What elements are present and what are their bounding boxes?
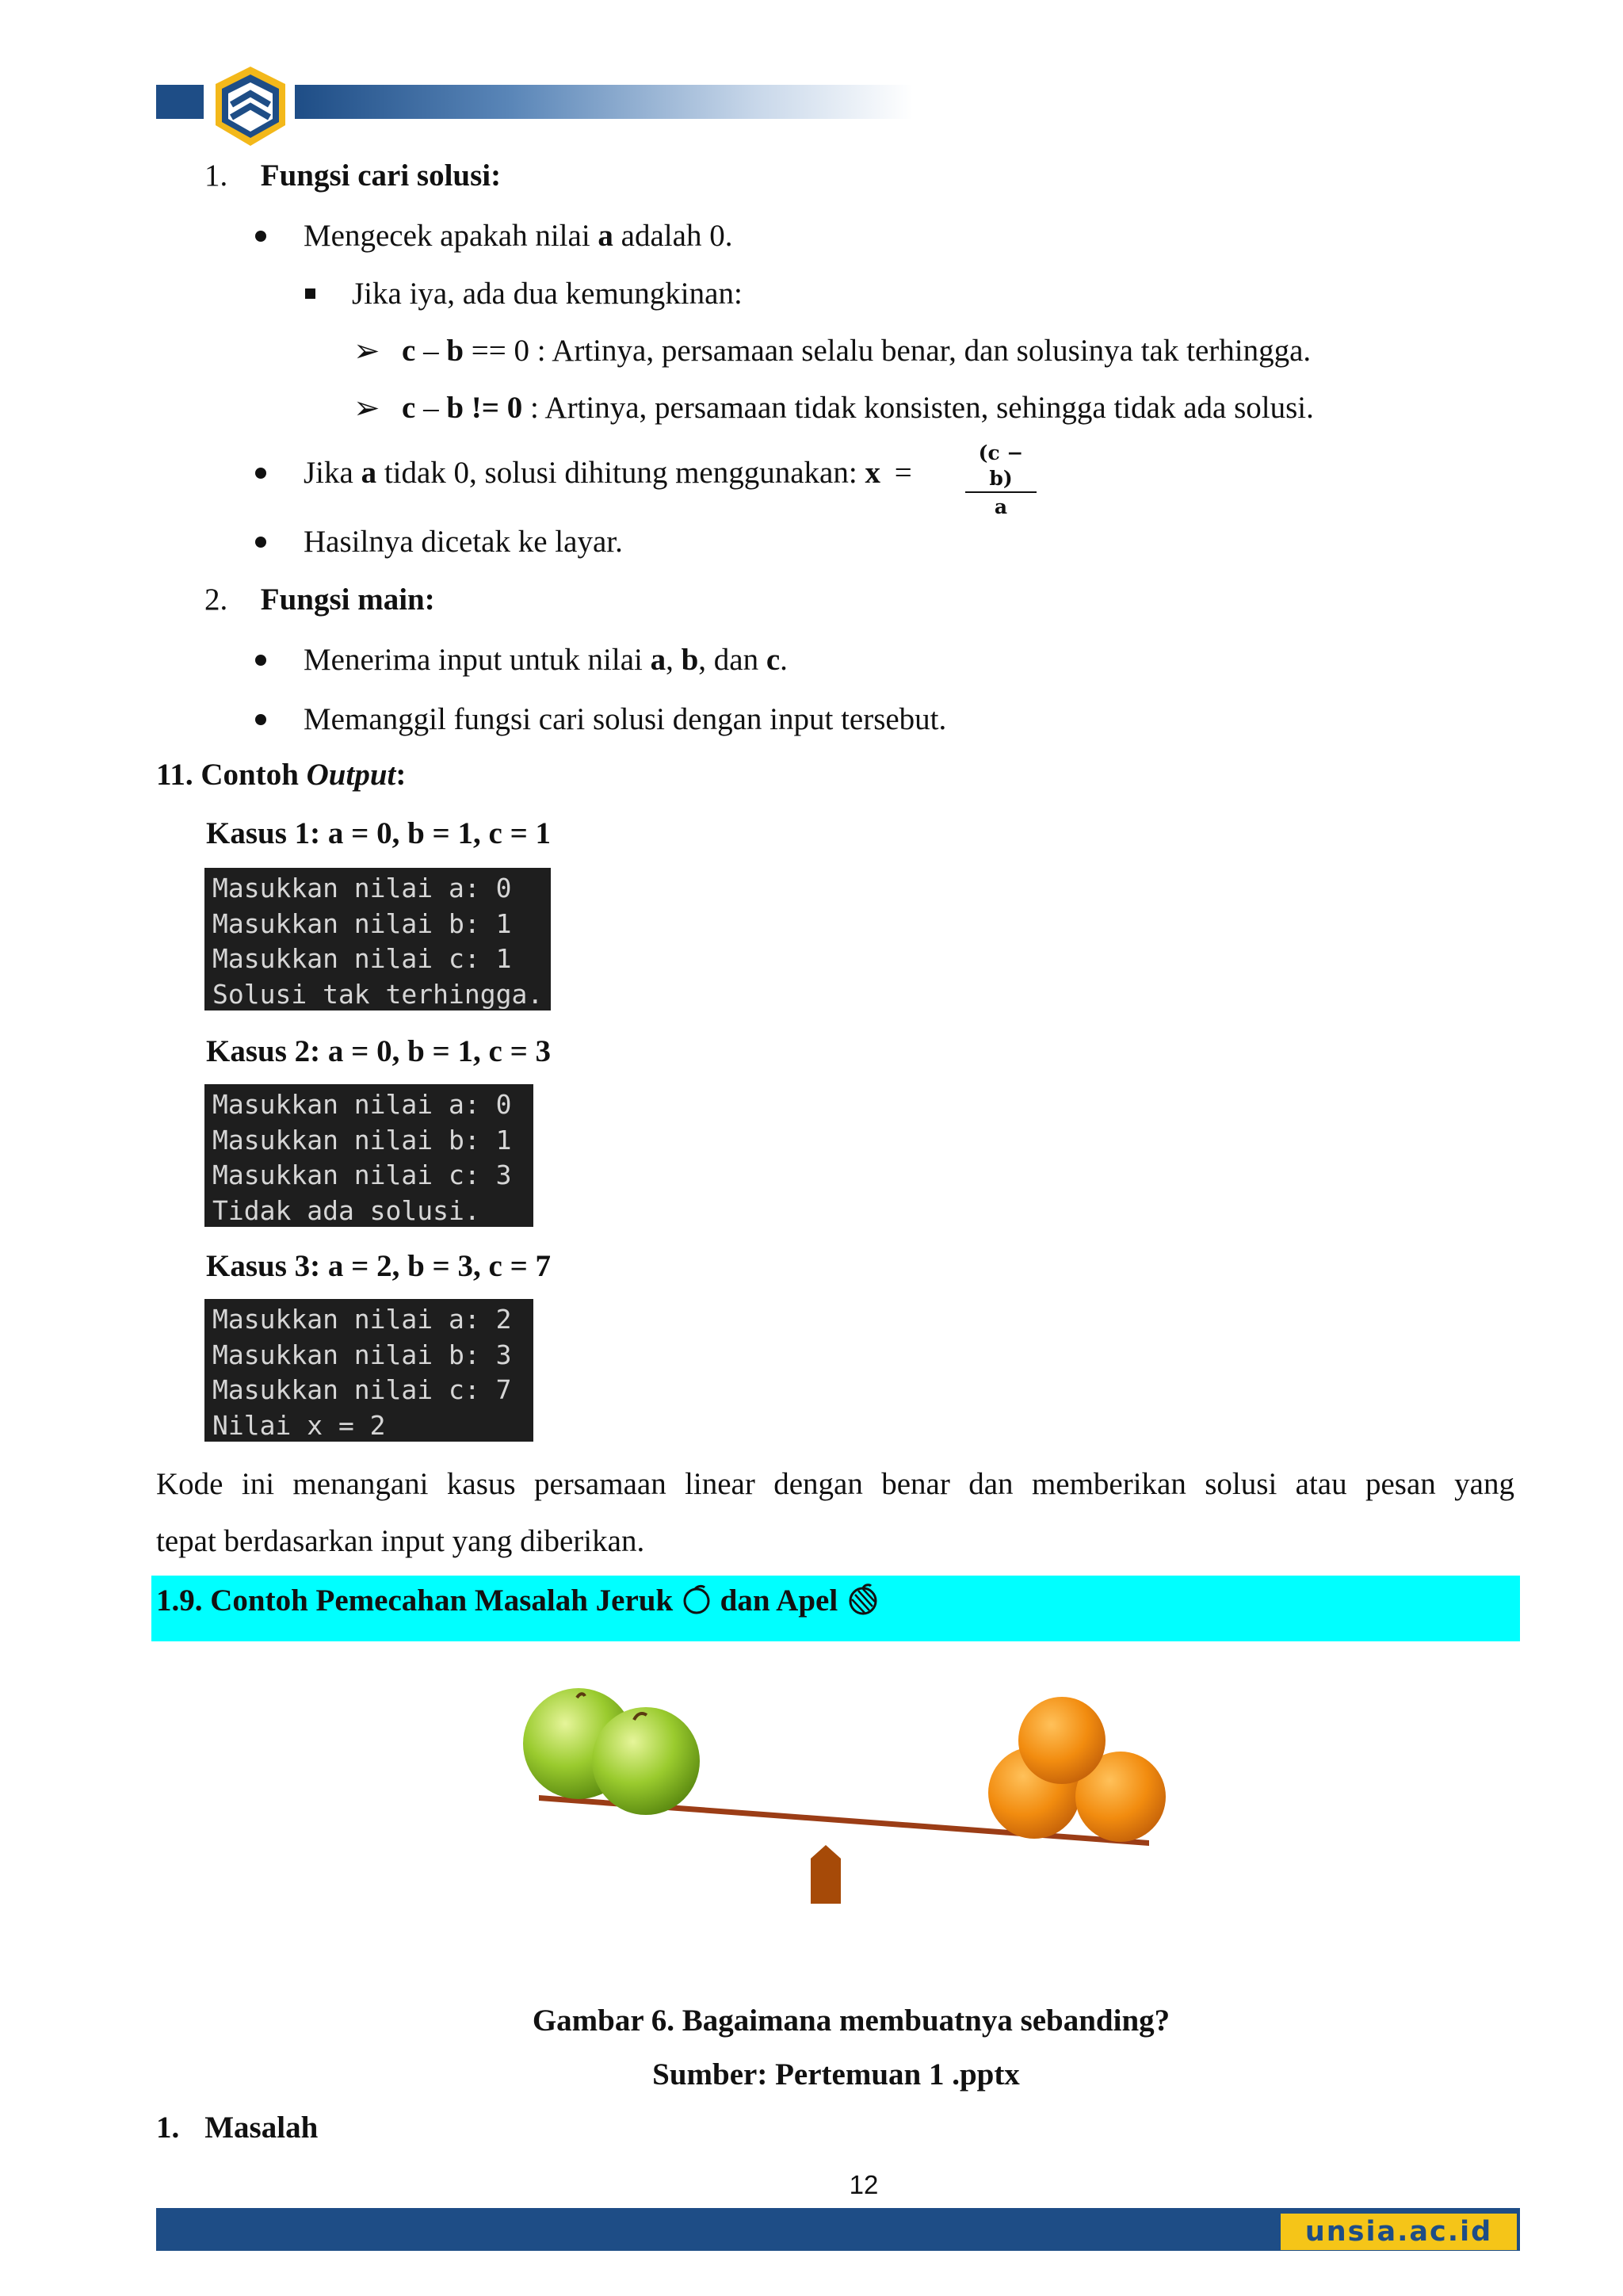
bullet-square-icon	[305, 288, 315, 299]
bullet-text: Memanggil fungsi cari solusi dengan input tersebut.	[304, 702, 947, 736]
list-item-title: Fungsi cari solusi:	[260, 159, 502, 193]
fraction-denominator: a	[994, 495, 1008, 518]
terminal-line: Solusi tak terhingga.	[212, 978, 544, 1010]
bullet-dot-icon	[255, 714, 266, 725]
terminal-line: Masukkan nilai b: 1	[212, 1124, 512, 1156]
bullet-text: Mengecek apakah nilai a adalah 0.	[304, 219, 733, 253]
arrow-bullet-text-2: c – b != 0 : Artinya, persamaan tidak konsisten, sehingga tidak ada solusi.	[402, 391, 1314, 425]
footer-site-link[interactable]: unsia.ac.id	[1281, 2214, 1517, 2250]
section-heading-11: 11. Contoh Output:	[156, 758, 407, 792]
apple-right	[592, 1707, 700, 1815]
bullet-text: Menerima input untuk nilai a, b, dan c.	[304, 643, 788, 677]
terminal-line: Masukkan nilai c: 1	[212, 943, 512, 974]
orange-icon	[681, 1584, 712, 1625]
arrow-bullet-icon: ➢	[353, 333, 380, 369]
fulcrum	[811, 1845, 841, 1904]
case-label: Kasus 3: a = 2, b = 3, c = 7	[206, 1249, 552, 1283]
header-band	[156, 85, 204, 119]
case-label: Kasus 2: a = 0, b = 1, c = 3	[206, 1034, 552, 1068]
terminal-line: Masukkan nilai c: 7	[212, 1374, 512, 1405]
arrow-bullet-icon: ➢	[353, 390, 380, 426]
section-heading-masalah: 1. Masalah	[156, 2111, 319, 2145]
apple-icon	[846, 1584, 880, 1625]
bullet-dot-icon	[255, 468, 266, 479]
sub-bullet-text: Jika iya, ada dua kemungkinan:	[352, 277, 743, 311]
terminal-output	[204, 1299, 533, 1442]
paragraph-line: tepat berdasarkan input yang diberikan.	[156, 1524, 645, 1558]
figure-source: Sumber: Pertemuan 1 .pptx	[652, 2057, 1020, 2092]
paragraph-line: Kode ini menangani kasus persamaan linear dengan benar dan memberikan solusi atau pesan yang	[156, 1467, 1514, 1501]
terminal-line: Nilai x = 2	[212, 1409, 386, 1441]
terminal-line: Tidak ada solusi.	[212, 1194, 480, 1226]
arrow-bullet-text-1: c – b == 0 : Artinya, persamaan selalu benar, dan solusinya tak terhingga.	[402, 334, 1312, 368]
list-number: 2.	[204, 583, 228, 617]
list-item-title: Fungsi main:	[260, 583, 435, 617]
seesaw-figure	[507, 1664, 1189, 1918]
bullet-dot-icon	[255, 655, 266, 666]
formula-fraction	[965, 441, 1037, 521]
bullet-dot-icon	[255, 537, 266, 548]
unsia-logo-icon	[208, 63, 293, 149]
list-item-2	[204, 581, 435, 619]
bullet-dot-icon	[255, 231, 266, 242]
terminal-output	[204, 868, 551, 1010]
terminal-line: Masukkan nilai a: 0	[212, 873, 512, 904]
terminal-line: Masukkan nilai c: 3	[212, 1159, 512, 1190]
case-label: Kasus 1: a = 0, b = 1, c = 1	[206, 816, 552, 850]
terminal-line: Masukkan nilai a: 0	[212, 1089, 512, 1120]
terminal-line: Masukkan nilai a: 2	[212, 1304, 512, 1335]
list-item-1	[204, 157, 501, 195]
bullet-text: Hasilnya dicetak ke layar.	[304, 525, 623, 559]
list-number: 1.	[204, 159, 228, 193]
page-number: 12	[849, 2170, 879, 2199]
figure-caption: Gambar 6. Bagaimana membuatnya sebanding?	[532, 2004, 1170, 2038]
section-heading-19: 1.9. Contoh Pemecahan Masalah Jeruk dan Apel	[156, 1582, 880, 1625]
orange-top	[1018, 1697, 1106, 1784]
terminal-line: Masukkan nilai b: 1	[212, 907, 512, 939]
fraction-numerator: (c − b)	[965, 441, 1037, 493]
bullet-text-formula: Jika a tidak 0, solusi dihitung menggunakan: x =	[304, 456, 912, 490]
header-gradient-band	[295, 85, 913, 119]
terminal-line: Masukkan nilai b: 3	[212, 1339, 512, 1370]
terminal-output	[204, 1084, 533, 1227]
